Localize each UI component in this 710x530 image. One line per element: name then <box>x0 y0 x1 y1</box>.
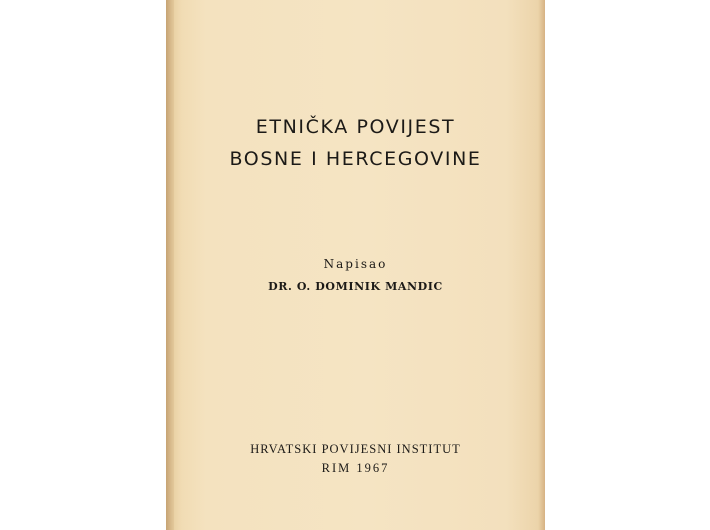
book-title-line-1: ETNIČKA POVIJEST <box>255 116 456 138</box>
byline: Napisao <box>323 257 388 271</box>
author-name: DR. O. DOMINIK MANDIC <box>268 280 443 293</box>
title-page <box>166 0 545 530</box>
book-title-line-2: BOSNE I HERCEGOVINE <box>229 148 482 170</box>
place-and-year: RIM 1967 <box>321 461 390 475</box>
publisher-name: HRVATSKI POVIJESNI INSTITUT <box>250 442 461 456</box>
